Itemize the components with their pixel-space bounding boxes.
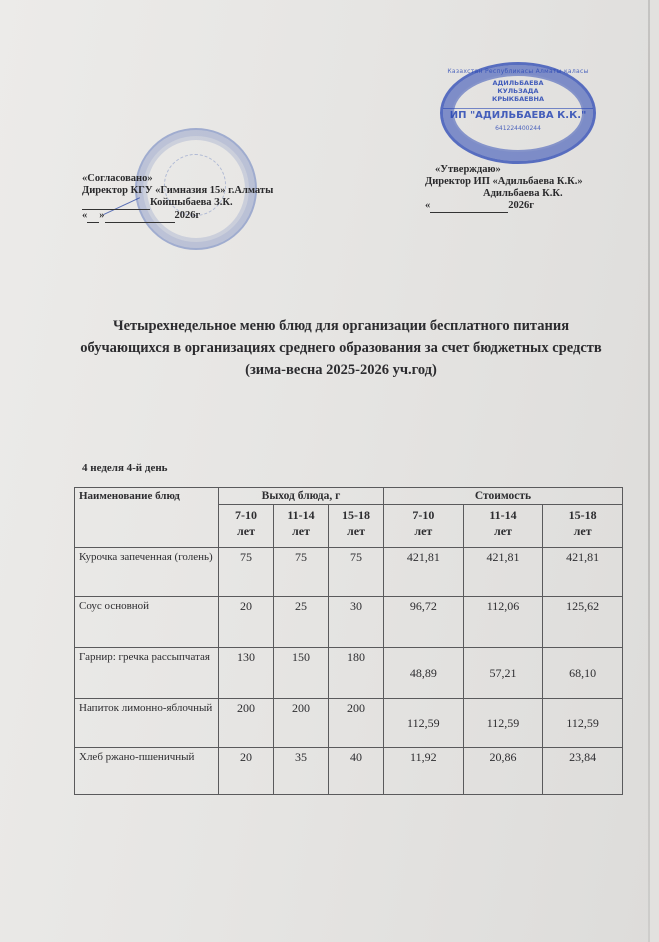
approval-heading: «Согласовано» [82,173,153,184]
approval-date: « » 2026г [82,210,201,221]
cost-cell: 68,10 [543,648,623,699]
table-row [75,597,623,648]
seal-name [443,79,593,103]
approval-block-agreed [82,173,273,223]
approval-position: Директор ИП «Адильбаева К.К.» [425,176,583,187]
yield-cell: 150 [274,648,329,699]
yield-cell: 200 [274,699,329,748]
seal-name-line: АДИЛЬБАЕВА [492,79,544,87]
header-cost: Стоимость [384,488,623,505]
table-row [75,699,623,748]
cost-cell: 125,62 [543,597,623,648]
approval-date: « 2026г [425,200,535,211]
page-fold-line [648,0,650,942]
yield-cell: 75 [219,548,274,597]
dish-name: Хлеб ржано-пшеничный [75,748,219,795]
week-day-label: 4 неделя 4-й день [82,462,168,474]
document-title: Четырехнедельное меню блюд для организации бесплатного питания обучающихся в организациях среднего образования за счет бюджетных средств (зима-весна 2025-2026 уч.год) [80,318,602,378]
cost-cell: 112,59 [543,699,623,748]
approval-heading: «Утверждаю» [435,164,501,175]
cost-cell: 112,59 [463,699,543,748]
table-row [75,748,623,795]
cost-cell: 421,81 [463,548,543,597]
paper-edge [650,0,659,942]
table-header-row [75,488,623,505]
yield-cell: 20 [219,748,274,795]
yield-cell: 200 [219,699,274,748]
seal-bin: 641224400244 [495,125,541,132]
dish-name: Напиток лимонно-яблочный [75,699,219,748]
dish-name: Курочка запеченная (голень) [75,548,219,597]
dish-name: Соус основной [75,597,219,648]
age-header: 11-14 лет [274,505,329,548]
yield-cell: 180 [329,648,384,699]
yield-cell: 35 [274,748,329,795]
age-header: 11-14 лет [463,505,543,548]
cost-cell: 48,89 [384,648,464,699]
approval-block-approved [425,164,583,213]
header-dish-name: Наименование блюд [75,488,219,548]
cost-cell: 112,06 [463,597,543,648]
cost-cell: 421,81 [384,548,464,597]
cost-cell: 421,81 [543,548,623,597]
yield-cell: 75 [329,548,384,597]
yield-cell: 20 [219,597,274,648]
age-header: 7-10 лет [219,505,274,548]
seal-band: ИП "АДИЛЬБАЕВА К.К." [443,108,593,122]
ip-seal [440,62,596,164]
seal-ring-text: Казахстан Республикасы Алматы қаласы [447,68,589,75]
yield-cell: 25 [274,597,329,648]
header-yield: Выход блюда, г [219,488,384,505]
approval-signatory: Койшыбаева З.К. [82,197,273,210]
seal-name-line: КУЛЬЗАДА [497,87,539,95]
age-header: 15-18 лет [543,505,623,548]
yield-cell: 130 [219,648,274,699]
seal-name-line: КРЫКБАЕВНА [492,95,544,103]
age-header: 7-10 лет [384,505,464,548]
yield-cell: 75 [274,548,329,597]
approval-position: Директор КГУ «Гимназия 15» г.Алматы [82,185,274,196]
menu-table [74,487,623,795]
table-row [75,648,623,699]
cost-cell: 11,92 [384,748,464,795]
cost-cell: 112,59 [384,699,464,748]
cost-cell: 23,84 [543,748,623,795]
yield-cell: 200 [329,699,384,748]
yield-cell: 30 [329,597,384,648]
cost-cell: 20,86 [463,748,543,795]
age-header: 15-18 лет [329,505,384,548]
cost-cell: 57,21 [463,648,543,699]
dish-name: Гарнир: гречка рассыпчатая [75,648,219,699]
approval-signatory: Адильбаева К.К. [483,188,563,199]
yield-cell: 40 [329,748,384,795]
cost-cell: 96,72 [384,597,464,648]
table-row [75,548,623,597]
